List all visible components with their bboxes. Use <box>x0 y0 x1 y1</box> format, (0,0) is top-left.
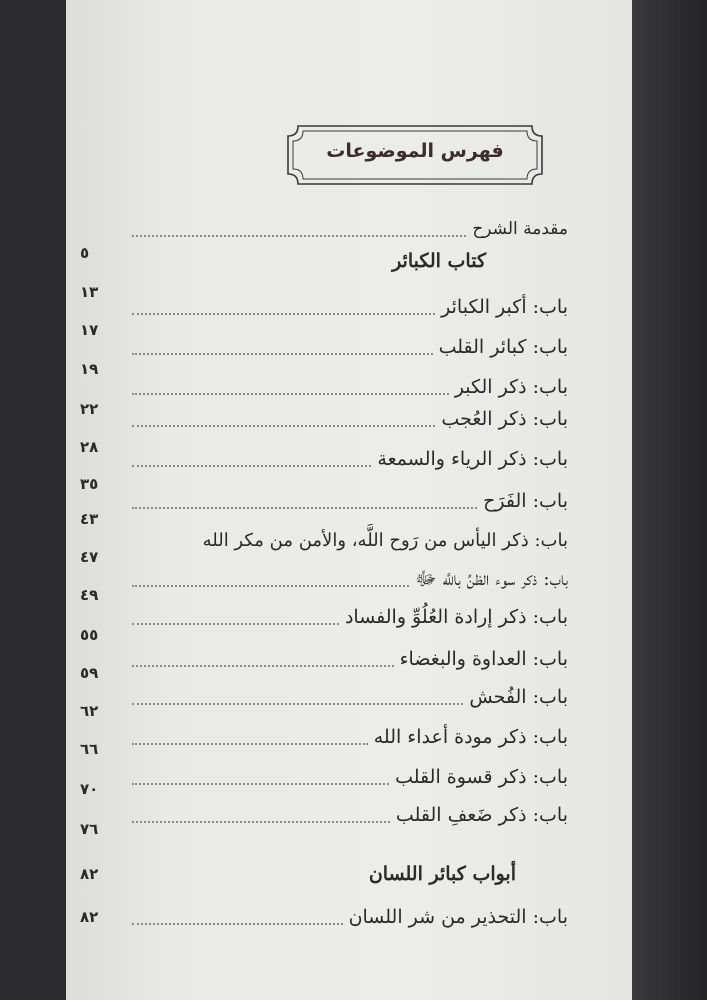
toc-entry-label: باب: ذكر العُجب <box>441 408 568 430</box>
toc-entry-label: باب: ذكر سوء الظنِّ باللَّه ﷻ <box>415 568 568 590</box>
toc-entry-label: باب: ذكر اليأس من رَوح اللَّه، والأمن من مكر الله <box>202 530 568 551</box>
toc-section-heading <box>80 857 568 891</box>
book-page <box>66 0 632 1000</box>
toc-entry-label: باب: ذكر ضَعفِ القلب <box>395 804 568 826</box>
toc-entry-label: باب: التحذير من شر اللسان <box>348 906 568 928</box>
toc-entry-label: باب: ذكر الرياء والسمعة <box>377 448 568 470</box>
toc-page-number: ١٩ <box>80 360 99 378</box>
toc-page-number: ٨٢ <box>80 908 99 926</box>
toc-entry-label: باب: العداوة والبغضاء <box>399 648 568 670</box>
title-cartouche <box>284 122 546 188</box>
toc-entry <box>80 900 568 934</box>
page-title: فهرس الموضوعات <box>326 140 504 162</box>
toc-page-number: ٤٣ <box>80 510 99 528</box>
toc-page-number: ١٣ <box>80 283 99 301</box>
toc-section-heading <box>80 244 568 278</box>
toc-entry-label: باب: الفَرَح <box>483 490 568 512</box>
toc-entry-label: باب: ذكر قسوة القلب <box>395 766 568 788</box>
toc-entry-label: باب: كبائر القلب <box>438 336 568 358</box>
toc-page-number: ٧٠ <box>80 780 99 798</box>
toc-page-number: ٤٩ <box>80 586 99 604</box>
toc-section-label: كتاب الكبائر <box>392 250 486 272</box>
toc-page-number: ٥٥ <box>80 626 99 644</box>
toc-page-number: ٨٢ <box>80 865 99 883</box>
toc-page-number: ٦٦ <box>80 740 99 758</box>
toc-page-number: ٥٩ <box>80 664 99 682</box>
toc-entry-label: باب: الفُحش <box>469 686 568 708</box>
toc-intro-label: مقدمة الشرح <box>472 219 568 239</box>
toc-page-number: ٥ <box>80 244 90 262</box>
page-shadow-edge <box>632 0 707 1000</box>
toc-entry-label: باب: أكبر الكبائر <box>441 296 568 318</box>
toc-entry-page-row <box>80 812 568 846</box>
toc-page-number: ٦٢ <box>80 702 99 720</box>
toc-entry-label: باب: ذكر الكبر <box>454 376 568 398</box>
toc-entry-label: باب: ذكر إرادة العُلُوِّ والفساد <box>344 606 568 628</box>
toc-leader <box>132 923 343 925</box>
toc-section-label: أبواب كبائر اللسان <box>368 863 516 885</box>
toc-page-number: ٤٧ <box>80 548 99 566</box>
toc-page-number: ٧٦ <box>80 820 99 838</box>
toc-entry-label: باب: ذكر مودة أعداء الله <box>373 726 568 748</box>
toc-page-number: ١٧ <box>80 321 99 339</box>
toc-page-number: ٢٢ <box>80 400 99 418</box>
toc-page-number: ٣٥ <box>80 475 99 493</box>
toc-leader <box>132 425 435 427</box>
toc-page-number: ٢٨ <box>80 438 99 456</box>
